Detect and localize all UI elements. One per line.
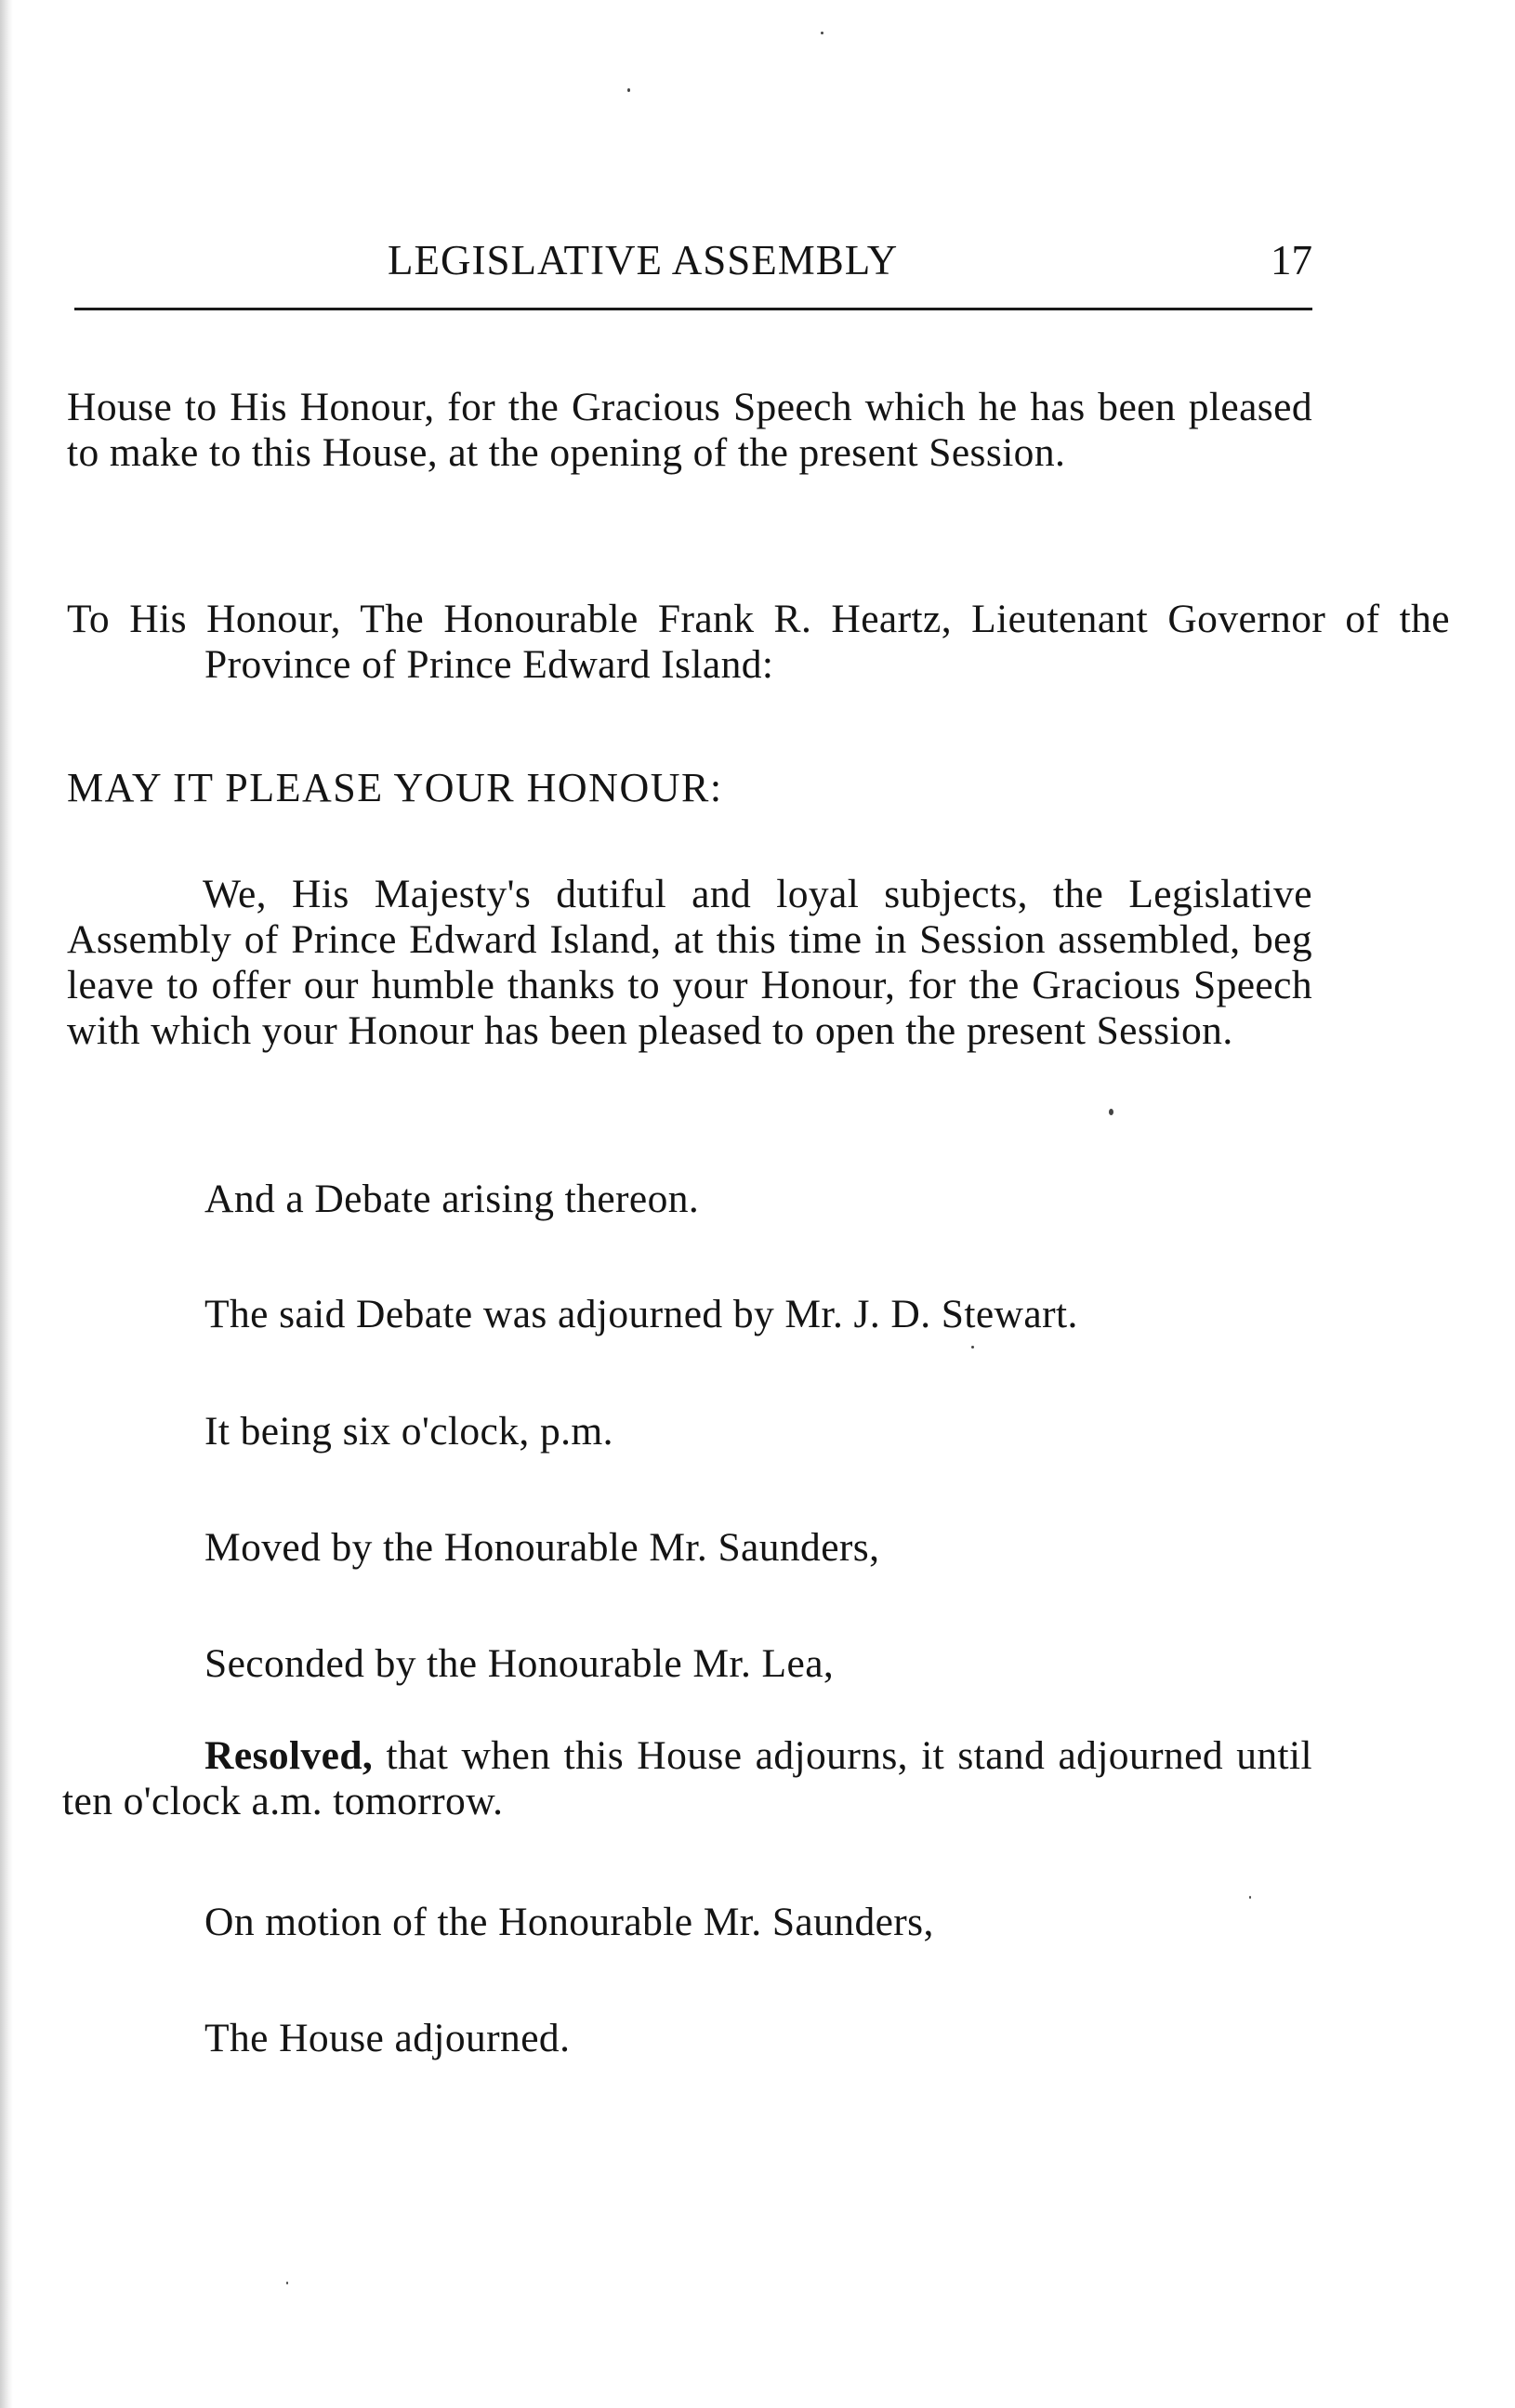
body-paragraph: We, His Majesty's dutiful and loyal subjects, the Legislative Assembly of Prince Edward Island, at this time in Session assembled, beg leave to offer our humble thanks to your Honour, for the Gracious Speech with which your Honour has been pleased to open the present Session.	[67, 872, 1312, 1053]
scan-speck	[286, 2282, 288, 2284]
scan-speck	[1249, 1896, 1251, 1899]
scan-speck	[627, 88, 630, 92]
header-title: LEGISLATIVE ASSEMBLY	[388, 237, 899, 283]
adjourned-line: The House adjourned.	[204, 2016, 571, 2060]
motion-line: On motion of the Honourable Mr. Saunders,	[204, 1900, 934, 1944]
adjourned-by-line: The said Debate was adjourned by Mr. J. D. Stewart.	[204, 1292, 1078, 1336]
address-paragraph: To His Honour, The Honourable Frank R. Heartz, Lieutenant Governor of the Province of Prince Edward Island:	[67, 597, 1450, 687]
moved-line: Moved by the Honourable Mr. Saunders,	[204, 1525, 880, 1570]
scan-speck	[821, 32, 823, 34]
document-page	[62, 0, 1450, 2408]
salutation-heading: MAY IT PLEASE YOUR HONOUR:	[67, 765, 723, 810]
continuation-paragraph: House to His Honour, for the Gracious Speech which he has been pleased to make to this House, at the opening of the present Session.	[67, 385, 1312, 475]
header-rule	[74, 308, 1312, 310]
scan-speck	[1109, 1109, 1113, 1115]
time-line: It being six o'clock, p.m.	[204, 1409, 613, 1454]
scan-speck	[971, 1346, 974, 1349]
resolved-paragraph	[62, 1733, 1312, 1824]
running-header	[67, 232, 1312, 288]
page-number: 17	[1271, 237, 1312, 283]
page-edge-shadow	[0, 0, 13, 2408]
resolved-text: that when this House adjourns, it stand adjourned until ten o'clock a.m. tomorrow.	[62, 1733, 1312, 1823]
seconded-line: Seconded by the Honourable Mr. Lea,	[204, 1641, 835, 1686]
resolved-label: Resolved,	[204, 1733, 374, 1778]
debate-line: And a Debate arising thereon.	[204, 1177, 700, 1221]
